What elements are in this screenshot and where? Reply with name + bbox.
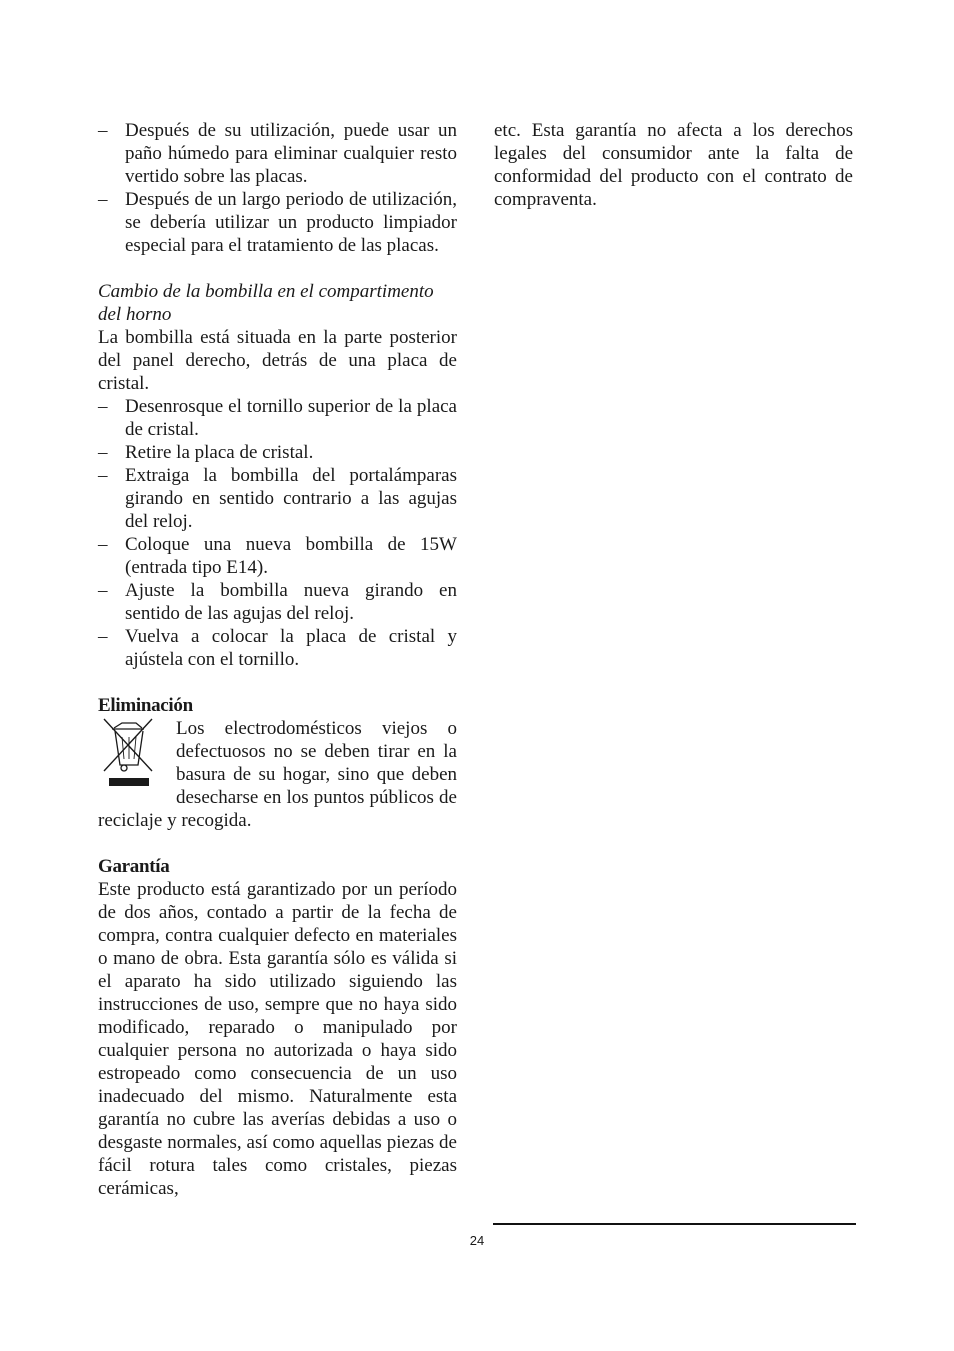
list-item-text: Extraiga la bombilla del portalámparas girando en sentido contrario a las agujas del reloj. xyxy=(125,465,457,532)
warranty-continuation-paragraph: etc. Esta garantía no afecta a los derechos legales del consumidor ante la falta de conformidad del producto con el contrato de compraventa. xyxy=(494,120,853,210)
dash-bullet: – xyxy=(98,442,108,463)
bulb-section-heading: Cambio de la bombilla en el compartimento del horno xyxy=(98,281,434,325)
bulb-steps-list xyxy=(98,395,457,671)
list-item-text: Retire la placa de cristal. xyxy=(125,442,314,463)
list-item xyxy=(98,395,457,441)
list-item xyxy=(98,533,457,579)
dash-bullet: – xyxy=(98,396,108,417)
list-item-text: Coloque una nueva bombilla de 15W (entrada tipo E14). xyxy=(125,534,457,578)
list-item-text: Después de su utilización, puede usar un paño húmedo para eliminar cualquier resto vertido sobre las placas. xyxy=(125,120,457,187)
list-item xyxy=(98,464,457,533)
dash-bullet: – xyxy=(98,580,108,601)
list-item xyxy=(98,441,457,464)
disposal-paragraph: Los electrodomésticos viejos o defectuosos no se deben tirar en la basura de su hogar, sino que deben desecharse en los puntos públicos de reciclaje y recogida. xyxy=(98,718,457,831)
list-item-text: Desenrosque el tornillo superior de la placa de cristal. xyxy=(125,396,457,440)
list-item-text: Después de un largo periodo de utilización, se debería utilizar un producto limpiador especial para el tratamiento de las placas. xyxy=(125,189,457,256)
list-item xyxy=(98,188,457,257)
page-number: 24 xyxy=(469,1233,485,1248)
disposal-block xyxy=(98,717,457,832)
list-item xyxy=(98,119,457,188)
bulb-intro-paragraph: La bombilla está situada en la parte posterior del panel derecho, detrás de una placa de cristal. xyxy=(98,327,457,394)
dash-bullet: – xyxy=(98,189,108,210)
left-column xyxy=(98,119,457,1200)
list-item xyxy=(98,579,457,625)
footer-rule xyxy=(493,1223,856,1225)
dash-bullet: – xyxy=(98,465,108,486)
dash-bullet: – xyxy=(98,534,108,555)
list-item xyxy=(98,625,457,671)
disposal-heading: Eliminación xyxy=(98,695,193,716)
warranty-heading: Garantía xyxy=(98,856,170,877)
crossed-out-wheelie-bin-icon xyxy=(100,717,162,809)
dash-bullet: – xyxy=(98,120,108,141)
list-item-text: Ajuste la bombilla nueva girando en sentido de las agujas del reloj. xyxy=(125,580,457,624)
list-item-text: Vuelva a colocar la placa de cristal y ajústela con el tornillo. xyxy=(125,626,457,670)
dash-bullet: – xyxy=(98,626,108,647)
cleaning-list xyxy=(98,119,457,257)
warranty-paragraph: Este producto está garantizado por un período de dos años, contado a partir de la fecha de compra, contra cualquier defecto en materiales o mano de obra. Esta garantía sólo es válida si el aparato ha sido utilizado siguiendo las instrucciones de uso, sempre que no haya sido modificado, reparado o manipulado por cualquier persona no autorizada o haya sido estropeado como consecuencia de un uso inadecuado del mismo. Naturalmente esta garantía no cubre las averías debidas a uso o desgaste normales, así como aquellas piezas de fácil rotura tales como cristales, piezas cerámicas, xyxy=(98,879,457,1199)
right-column xyxy=(494,119,853,211)
